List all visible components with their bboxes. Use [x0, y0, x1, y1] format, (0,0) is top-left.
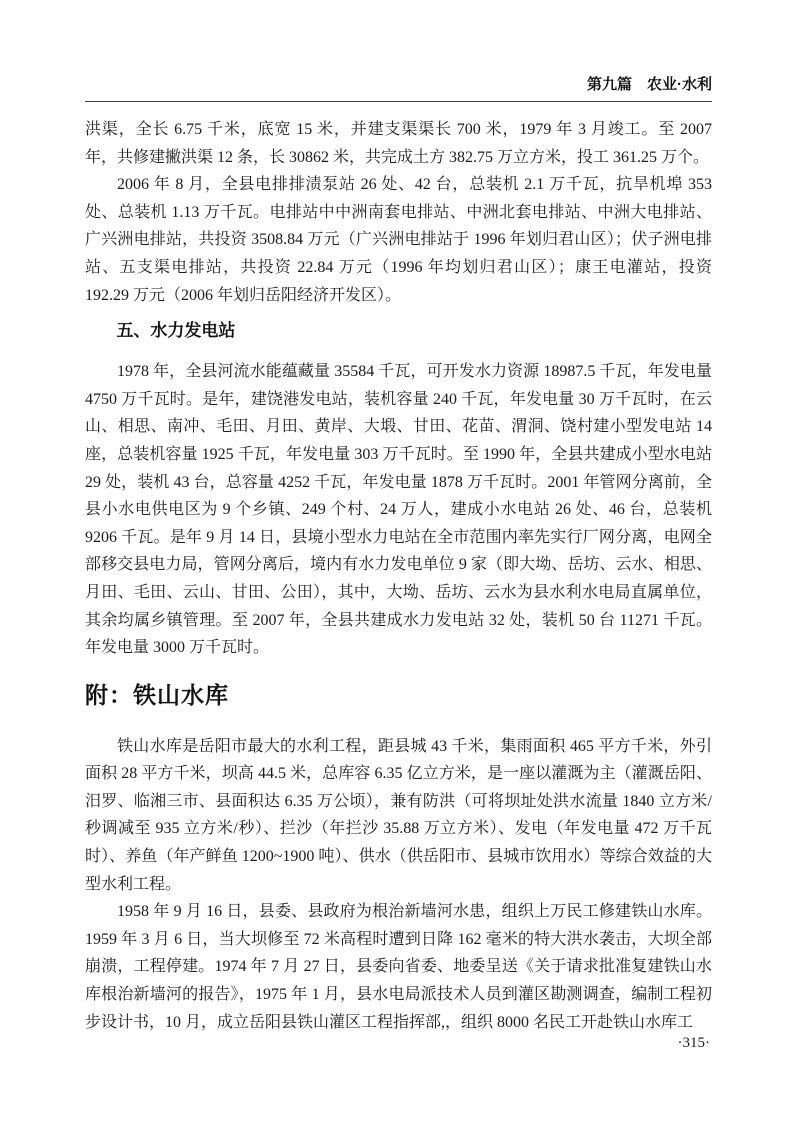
section-heading-hydropower: 五、水力发电站: [116, 321, 236, 341]
running-head-chapter: 第九篇 农业·水利: [587, 76, 712, 93]
page-number: ·315·: [677, 1035, 710, 1051]
paragraph-tieshan-history: 1958 年 9 月 16 日，县委、县政府为根治新墙河水患，组织上万民工修建铁山水库。1959 年 3 月 6 日，当大坝修至 72 米高程时遭到日降 162 毫米的特大洪水袭击，大坝全部崩溃，工程停建。1974 年 7 月 27 日，县委向省委、地委呈送《关于请求批准复建铁山水库根治新墙河的报告》，1975 年 1 月，县水电局派技术人员到灌区勘测调查，编制工程初步设计书，10 月，成立岳阳县铁山灌区工程指挥部,，组织 8000 名民工开赴铁山水库工: [85, 903, 712, 1031]
page-footer: [678, 1035, 711, 1052]
paragraph-tieshan-overview: 铁山水库是岳阳市最大的水利工程，距县城 43 千米，集雨面积 465 平方千米，外引面积 28 平方千米，坝高 44.5 米，总库容 6.35 亿立方米，是一座以灌溉为主（灌溉岳阳、汨罗、临湘三市、县面积达 6.35 万公顷），兼有防洪（可将坝址处洪水流量 1840 立方米/秒调减至 935 立方米/秒）、拦沙（年拦沙 35.88 万立方米）、发电（年发电量 472 万千瓦时）、养鱼（年产鲜鱼 1200~1900 吨）、供水（供岳阳市、县城市饮用水）等综合效益的大型水利工程。: [85, 737, 712, 893]
paragraph-pump-stations: 2006 年 8 月，全县电排排渍泵站 26 处、42 台，总装机 2.1 万千瓦，抗旱机埠 353 处、总装机 1.13 万千瓦。电排站中中洲南套电排站、中洲北套电排站、中洲大电排站、广兴洲电排站，共投资 3508.84 万元（广兴洲电排站于 1996 年划归君山区）；伏子洲电排站、五支渠电排站，共投资 22.84 万元（1996 年均划归君山区）；康王电灌站，投资 192.29 万元（2006 年划归岳阳经济开发区）。: [85, 176, 712, 304]
appendix-heading-tieshan-reservoir: 附：铁山水库: [85, 681, 229, 708]
page-header: [85, 76, 712, 102]
page-body: [85, 116, 712, 1036]
paragraph-hydropower: 1978 年，全县河流水能蕴藏量 35584 千瓦，可开发水力资源 18987.5 千瓦，年发电量 4750 万千瓦时。是年，建饶港发电站，装机容量 240 千瓦，年发电量 30 万千瓦时，在云山、相思、南冲、毛田、月田、黄岸、大塅、甘田、花苗、渭洞、饶村建小型发电站 14 座，总装机容量 1925 千瓦，年发电量 303 万千瓦时。至 1990 年，全县共建成小型水电站 29 处，装机 43 台，总容量 4252 千瓦，年发电量 1878 万千瓦时。2001 年管网分离前，全县小水电供电区为 9 个乡镇、249 个村、24 万人，建成小水电站 26 处、46 台，总装机 9206 千瓦。是年 9 月 14 日，县境小型水力电站在全市范围内率先实行厂网分离，电网全部移交县电力局，管网分离后，境内有水力发电单位 9 家（即大坳、岳坊、云水、相思、月田、毛田、云山、甘田、公田），其中，大坳、岳坊、云水为县水利水电局直属单位，其余均属乡镇管理。至 2007 年，全县共建成水力发电站 32 处，装机 50 台 11271 千瓦。年发电量 3000 万千瓦时。: [85, 363, 712, 657]
paragraph-flood-channel: 洪渠，全长 6.75 千米，底宽 15 米，并建支渠渠长 700 米，1979 年 3 月竣工。至 2007 年，共修建撇洪渠 12 条，长 30862 米，共完成土方 382.75 万立方米，投工 361.25 万个。: [85, 121, 712, 166]
